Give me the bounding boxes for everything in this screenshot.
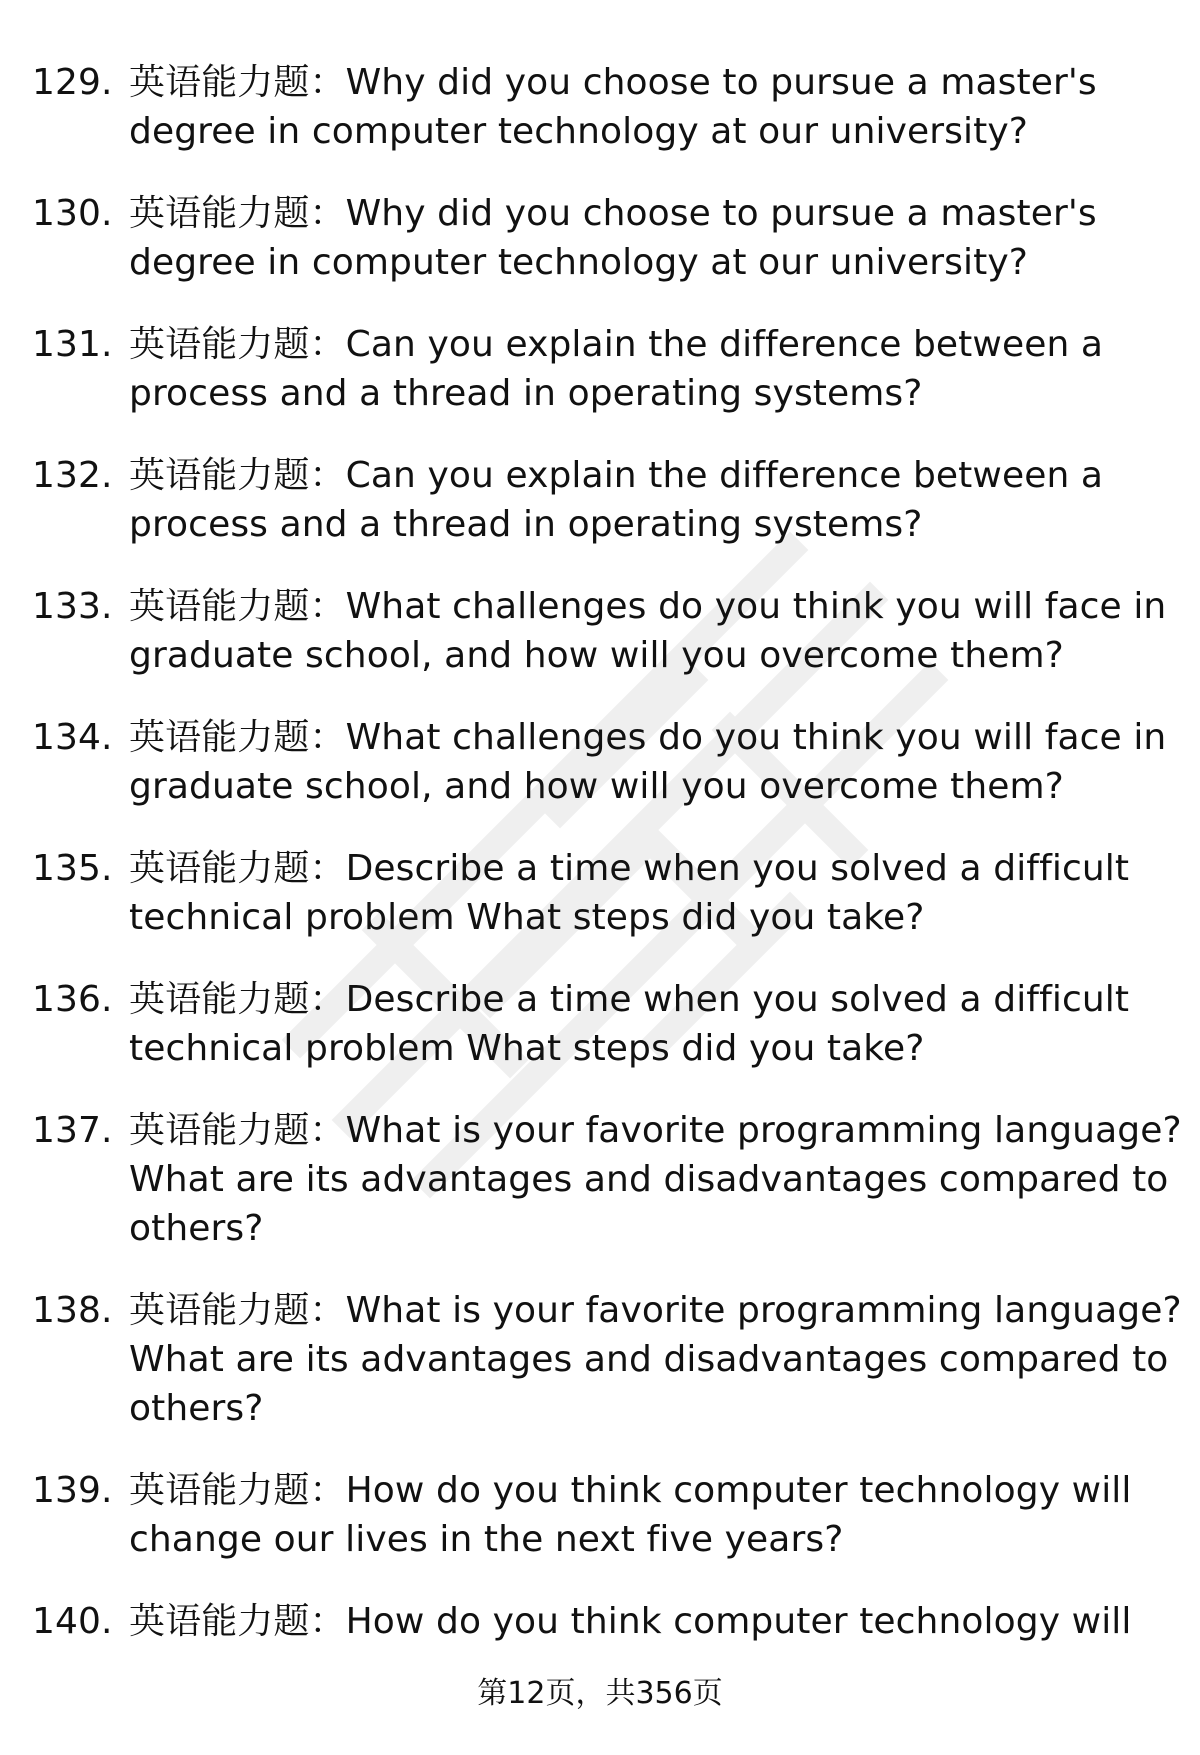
question-text: Can you explain the difference between a process and a thread in operating systems? — [129, 455, 1104, 545]
question-item — [32, 1466, 1182, 1564]
question-category: 英语能力题： — [129, 62, 346, 103]
question-number: 139. — [32, 1470, 113, 1511]
question-number: 132. — [32, 455, 113, 496]
question-category: 英语能力题： — [129, 1110, 346, 1151]
question-text: How do you think computer technology will change our lives in the next five years? — [129, 1470, 1132, 1560]
question-category: 英语能力题： — [129, 1601, 346, 1642]
question-number: 129. — [32, 62, 113, 103]
question-item — [32, 975, 1182, 1073]
question-item — [32, 844, 1182, 942]
question-category: 英语能力题： — [129, 1290, 346, 1331]
question-item — [32, 582, 1182, 680]
question-text: What is your favorite programming language? What are its advantages and disadvantages compared to others? — [129, 1290, 1182, 1429]
question-category: 英语能力题： — [129, 717, 346, 758]
question-category: 英语能力题： — [129, 848, 346, 889]
question-text: Why did you choose to pursue a master's degree in computer technology at our university? — [129, 62, 1097, 152]
question-item — [32, 320, 1182, 418]
page-number-footer: 第12页，共356页 — [477, 1676, 723, 1711]
question-number: 131. — [32, 324, 113, 365]
question-number: 135. — [32, 848, 113, 889]
question-text: What is your favorite programming language? What are its advantages and disadvantages compared to others? — [129, 1110, 1182, 1249]
question-text: How do you think computer technology will — [345, 1601, 1132, 1642]
question-number: 133. — [32, 586, 113, 627]
question-text: What challenges do you think you will face in graduate school, and how will you overcome them? — [129, 586, 1167, 676]
question-category: 英语能力题： — [129, 1470, 346, 1511]
question-number: 137. — [32, 1110, 113, 1151]
question-text: Describe a time when you solved a difficult technical problem What steps did you take? — [129, 848, 1130, 938]
question-item — [32, 58, 1182, 156]
question-number: 136. — [32, 979, 113, 1020]
question-category: 英语能力题： — [129, 979, 346, 1020]
question-text: What challenges do you think you will face in graduate school, and how will you overcome them? — [129, 717, 1167, 807]
question-category: 英语能力题： — [129, 455, 346, 496]
question-item — [32, 189, 1182, 287]
question-item — [32, 1286, 1182, 1433]
question-list — [32, 58, 1182, 1679]
question-item — [32, 1106, 1182, 1253]
question-number: 140. — [32, 1601, 113, 1642]
question-item — [32, 713, 1182, 811]
question-number: 138. — [32, 1290, 113, 1331]
question-category: 英语能力题： — [129, 193, 346, 234]
question-text: Can you explain the difference between a process and a thread in operating systems? — [129, 324, 1104, 414]
question-number: 134. — [32, 717, 113, 758]
question-item — [32, 451, 1182, 549]
question-category: 英语能力题： — [129, 324, 346, 365]
question-category: 英语能力题： — [129, 586, 346, 627]
question-text: Why did you choose to pursue a master's degree in computer technology at our university? — [129, 193, 1097, 283]
question-item — [32, 1597, 1182, 1646]
question-text: Describe a time when you solved a difficult technical problem What steps did you take? — [129, 979, 1130, 1069]
question-number: 130. — [32, 193, 113, 234]
